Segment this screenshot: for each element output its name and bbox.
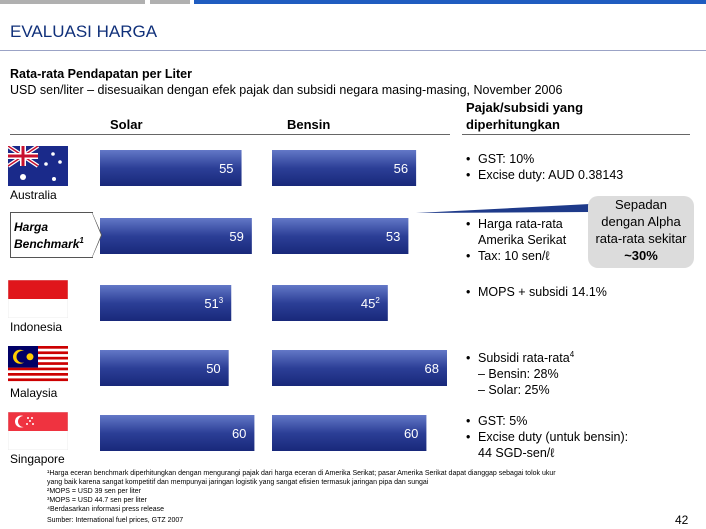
- country-label-indonesia: Indonesia: [10, 320, 63, 334]
- page-title: EVALUASI HARGA: [10, 22, 158, 41]
- value-label-solar-harga-benchmark: 59: [229, 229, 244, 244]
- tax-malaysia-3: – Solar: 25%: [478, 383, 550, 398]
- tax-australia-gst: GST: 10%: [478, 152, 535, 166]
- value-label-bensin-malaysia: 68: [424, 361, 439, 376]
- tax-indonesia-mops: MOPS + subsidi 14.1%: [478, 285, 607, 299]
- callout-line3: rata-rata sekitar: [595, 231, 687, 246]
- chart-subtitle: USD sen/liter – disesuaikan dengan efek pajak dan subsidi negara masing-masing, November 2006: [10, 83, 563, 97]
- tax-malaysia-1: Subsidi rata-rata: [478, 351, 570, 366]
- column-header-tax-2: diperhitungkan: [466, 117, 560, 132]
- tax-australia-item: • Excise duty: AUD 0.38143: [466, 168, 624, 182]
- value-label-solar-australia: 55: [219, 161, 234, 176]
- footnote-3: ³MOPS = USD 44.7 sen per liter: [47, 497, 147, 504]
- benchmark-label-sup: 1: [79, 236, 84, 245]
- tax-benchmark-item: • Tax: 10 sen/ℓ: [466, 249, 550, 263]
- value-label-bensin-australia: 56: [393, 161, 409, 176]
- tax-australia-item: • GST: 10%: [466, 152, 535, 166]
- tax-australia-excise: Excise duty: AUD 0.38143: [478, 168, 624, 182]
- footnote-4: ⁴Berdasarkan informasi press release: [47, 506, 165, 513]
- page-number: 42: [675, 513, 689, 527]
- column-header-bensin: Bensin: [287, 117, 331, 132]
- tax-singapore-2: Excise duty (untuk bensin):: [478, 430, 629, 444]
- tax-malaysia-1-sup: 4: [569, 350, 575, 359]
- tax-malaysia-2: – Bensin: 28%: [478, 367, 559, 382]
- country-label-australia: Australia: [10, 188, 57, 202]
- country-label-singapore: Singapore: [10, 452, 65, 466]
- benchmark-label-line1: Harga: [14, 220, 49, 234]
- callout-line2: dengan Alpha: [601, 214, 681, 229]
- value-label-solar-malaysia: 50: [206, 361, 221, 376]
- tax-benchmark-1b: Amerika Serikat: [478, 233, 567, 247]
- footnote-2: ²MOPS = USD 39 sen per liter: [47, 488, 141, 495]
- callout-line4: ~30%: [624, 248, 658, 263]
- source-note: Sumber: International fuel prices, GTZ 2007: [47, 517, 184, 524]
- column-header-tax-1: Pajak/subsidi yang: [466, 100, 584, 115]
- value-label-bensin-indonesia: $45^2$: [360, 296, 380, 311]
- alpha-callout: [588, 196, 694, 268]
- tax-singapore-3: 44 SGD-sen/ℓ: [478, 446, 555, 460]
- value-label-solar-singapore: 60: [231, 426, 247, 441]
- tax-benchmark-1a: Harga rata-rata: [478, 217, 563, 231]
- tax-benchmark-2: Tax: 10 sen/ℓ: [478, 249, 550, 263]
- country-label-malaysia: Malaysia: [10, 386, 58, 400]
- tax-singapore-1: GST: 5%: [478, 414, 528, 428]
- benchmark-label-line2: Benchmark: [14, 237, 80, 251]
- tax-benchmark-item: • Harga rata-rata: [466, 217, 563, 231]
- value-label-solar-indonesia: $51^3$: [204, 296, 224, 311]
- footnote-1: ¹Harga eceran benchmark diperhitungkan dengan mengurangi pajak dari harga eceran di Amerika Serikat; pasar Amerika Serikat dapat dianggap sebagai tolok ukur: [47, 470, 556, 477]
- tax-singapore-item: • Excise duty (untuk bensin):: [466, 430, 629, 444]
- tax-malaysia-item: • Subsidi rata-rata$^4$: [466, 350, 575, 366]
- value-label-bensin-singapore: 60: [403, 426, 419, 441]
- value-label-bensin-harga-benchmark: 53: [385, 229, 401, 244]
- chart-title: Rata-rata Pendapatan per Liter: [10, 67, 192, 81]
- tax-indonesia-item: • MOPS + subsidi 14.1%: [466, 285, 607, 299]
- column-header-solar: Solar: [110, 117, 143, 132]
- callout-line1: Sepadan: [614, 197, 668, 212]
- footnote-1-cont: yang baik karena sangat kompetitif dan mempunyai jaringan logistik yang sangat efisien termasuk jaringan pipa dan sungai: [47, 479, 429, 486]
- tax-singapore-item: • GST: 5%: [466, 414, 528, 428]
